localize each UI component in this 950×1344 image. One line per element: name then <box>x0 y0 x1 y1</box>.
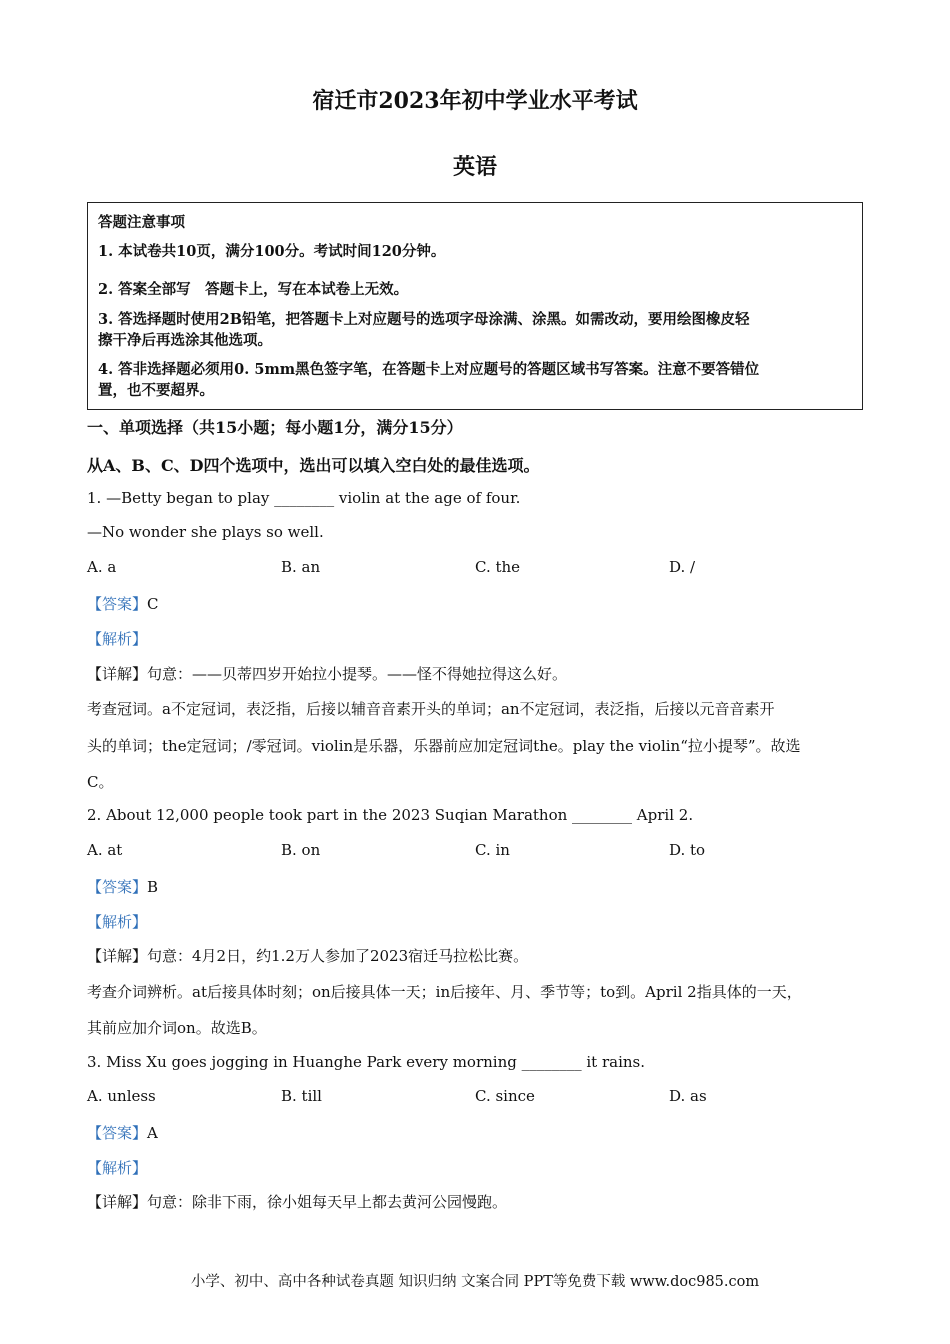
question-stem-reply: —No wonder she plays so well. <box>87 523 324 541</box>
option-c: C. the <box>475 558 521 576</box>
analysis-tag: 【解析】 <box>87 913 148 931</box>
explanation-line: 考查冠词。a不定冠词，表泛指，后接以辅音音素开头的单词；an不定冠词，表泛指，后接以元音音素开 <box>87 700 775 718</box>
option-a: A. at <box>87 841 123 859</box>
question-stem: 3. Miss Xu goes jogging in Huanghe Park every morning ________ it rains. <box>87 1053 646 1071</box>
answer-tag: 【答案】 <box>87 1124 148 1142</box>
option-d: D. to <box>669 841 706 859</box>
notice-item: 1. 本试卷共10页，满分100分。考试时间120分钟。 <box>98 243 446 260</box>
subject-title: 英语 <box>452 154 497 180</box>
option-c: C. since <box>475 1087 535 1105</box>
detail-line <box>87 663 567 684</box>
option-d: D. / <box>669 558 696 576</box>
notice-item: 3. 答选择题时使用2B铅笔，把答题卡上对应题号的选项字母涂满、涂黑。如需改动，要用绘图橡皮轻 <box>98 311 750 328</box>
option-b: B. on <box>281 841 321 859</box>
explanation-line: 考查介词辨析。at后接具体时刻；on后接具体一天；in后接年、月、季节等；to到。April 2指具体的一天， <box>87 983 802 1001</box>
explanation-line: 其前应加介词on。故选B。 <box>87 1019 267 1037</box>
question-stem: 2. About 12,000 people took part in the 2023 Suqian Marathon ________ April 2. <box>87 806 694 824</box>
detail-line <box>87 1191 507 1212</box>
notice-item: 4. 答非选择题必须用0. 5mm黑色签字笔，在答题卡上对应题号的答题区域书写答案。注意不要答错位 <box>98 361 760 378</box>
analysis-tag: 【解析】 <box>87 630 148 648</box>
answer-tag: 【答案】 <box>87 595 148 613</box>
notice-box <box>87 202 863 410</box>
explanation-line: C。 <box>87 773 114 791</box>
answer-value: C <box>147 595 159 613</box>
answer-value: A <box>147 1124 158 1142</box>
answer-tag: 【答案】 <box>87 878 148 896</box>
section-heading: 一、单项选择（共15小题；每小题1分，满分15分） <box>87 418 463 437</box>
detail-tag: 【详解】 <box>87 947 148 965</box>
option-a: A. a <box>87 558 117 576</box>
answer-value: B <box>147 878 159 896</box>
detail-tag: 【详解】 <box>87 1193 148 1211</box>
option-c: C. in <box>475 841 510 859</box>
detail-text: 句意：4月2日，约1.2万人参加了2023宿迁马拉松比赛。 <box>147 947 529 965</box>
detail-tag: 【详解】 <box>87 665 148 683</box>
notice-item: 2. 答案全部写 答题卡上，写在本试卷上无效。 <box>98 281 409 298</box>
notice-heading: 答题注意事项 <box>98 214 185 231</box>
answer-line <box>87 1122 158 1143</box>
detail-text: 句意：——贝蒂四岁开始拉小提琴。——怪不得她拉得这么好。 <box>147 665 568 683</box>
answer-line <box>87 593 159 614</box>
option-b: B. an <box>281 558 321 576</box>
detail-text: 句意：除非下雨，徐小姐每天早上都去黄河公园慢跑。 <box>147 1193 508 1211</box>
question-stem: 1. —Betty began to play ________ violin at the age of four. <box>87 489 521 507</box>
option-b: B. till <box>281 1087 322 1105</box>
page-footer: 小学、初中、高中各种试卷真题 知识归纳 文案合同 PPT等免费下载 www.doc985.com <box>190 1274 760 1290</box>
exam-title: 宿迁市2023年初中学业水平考试 <box>312 88 638 114</box>
analysis-tag: 【解析】 <box>87 1159 148 1177</box>
option-a: A. unless <box>87 1087 156 1105</box>
explanation-line: 头的单词；the定冠词；/零冠词。violin是乐器，乐器前应加定冠词the。play the violin“拉小提琴”。故选 <box>87 737 801 755</box>
notice-item: 置，也不要超界。 <box>98 382 214 399</box>
option-d: D. as <box>669 1087 707 1105</box>
detail-line <box>87 945 528 966</box>
answer-line <box>87 876 158 897</box>
section-instruction: 从A、B、C、D四个选项中，选出可以填入空白处的最佳选项。 <box>87 456 540 475</box>
notice-item: 擦干净后再选涂其他选项。 <box>98 332 272 349</box>
